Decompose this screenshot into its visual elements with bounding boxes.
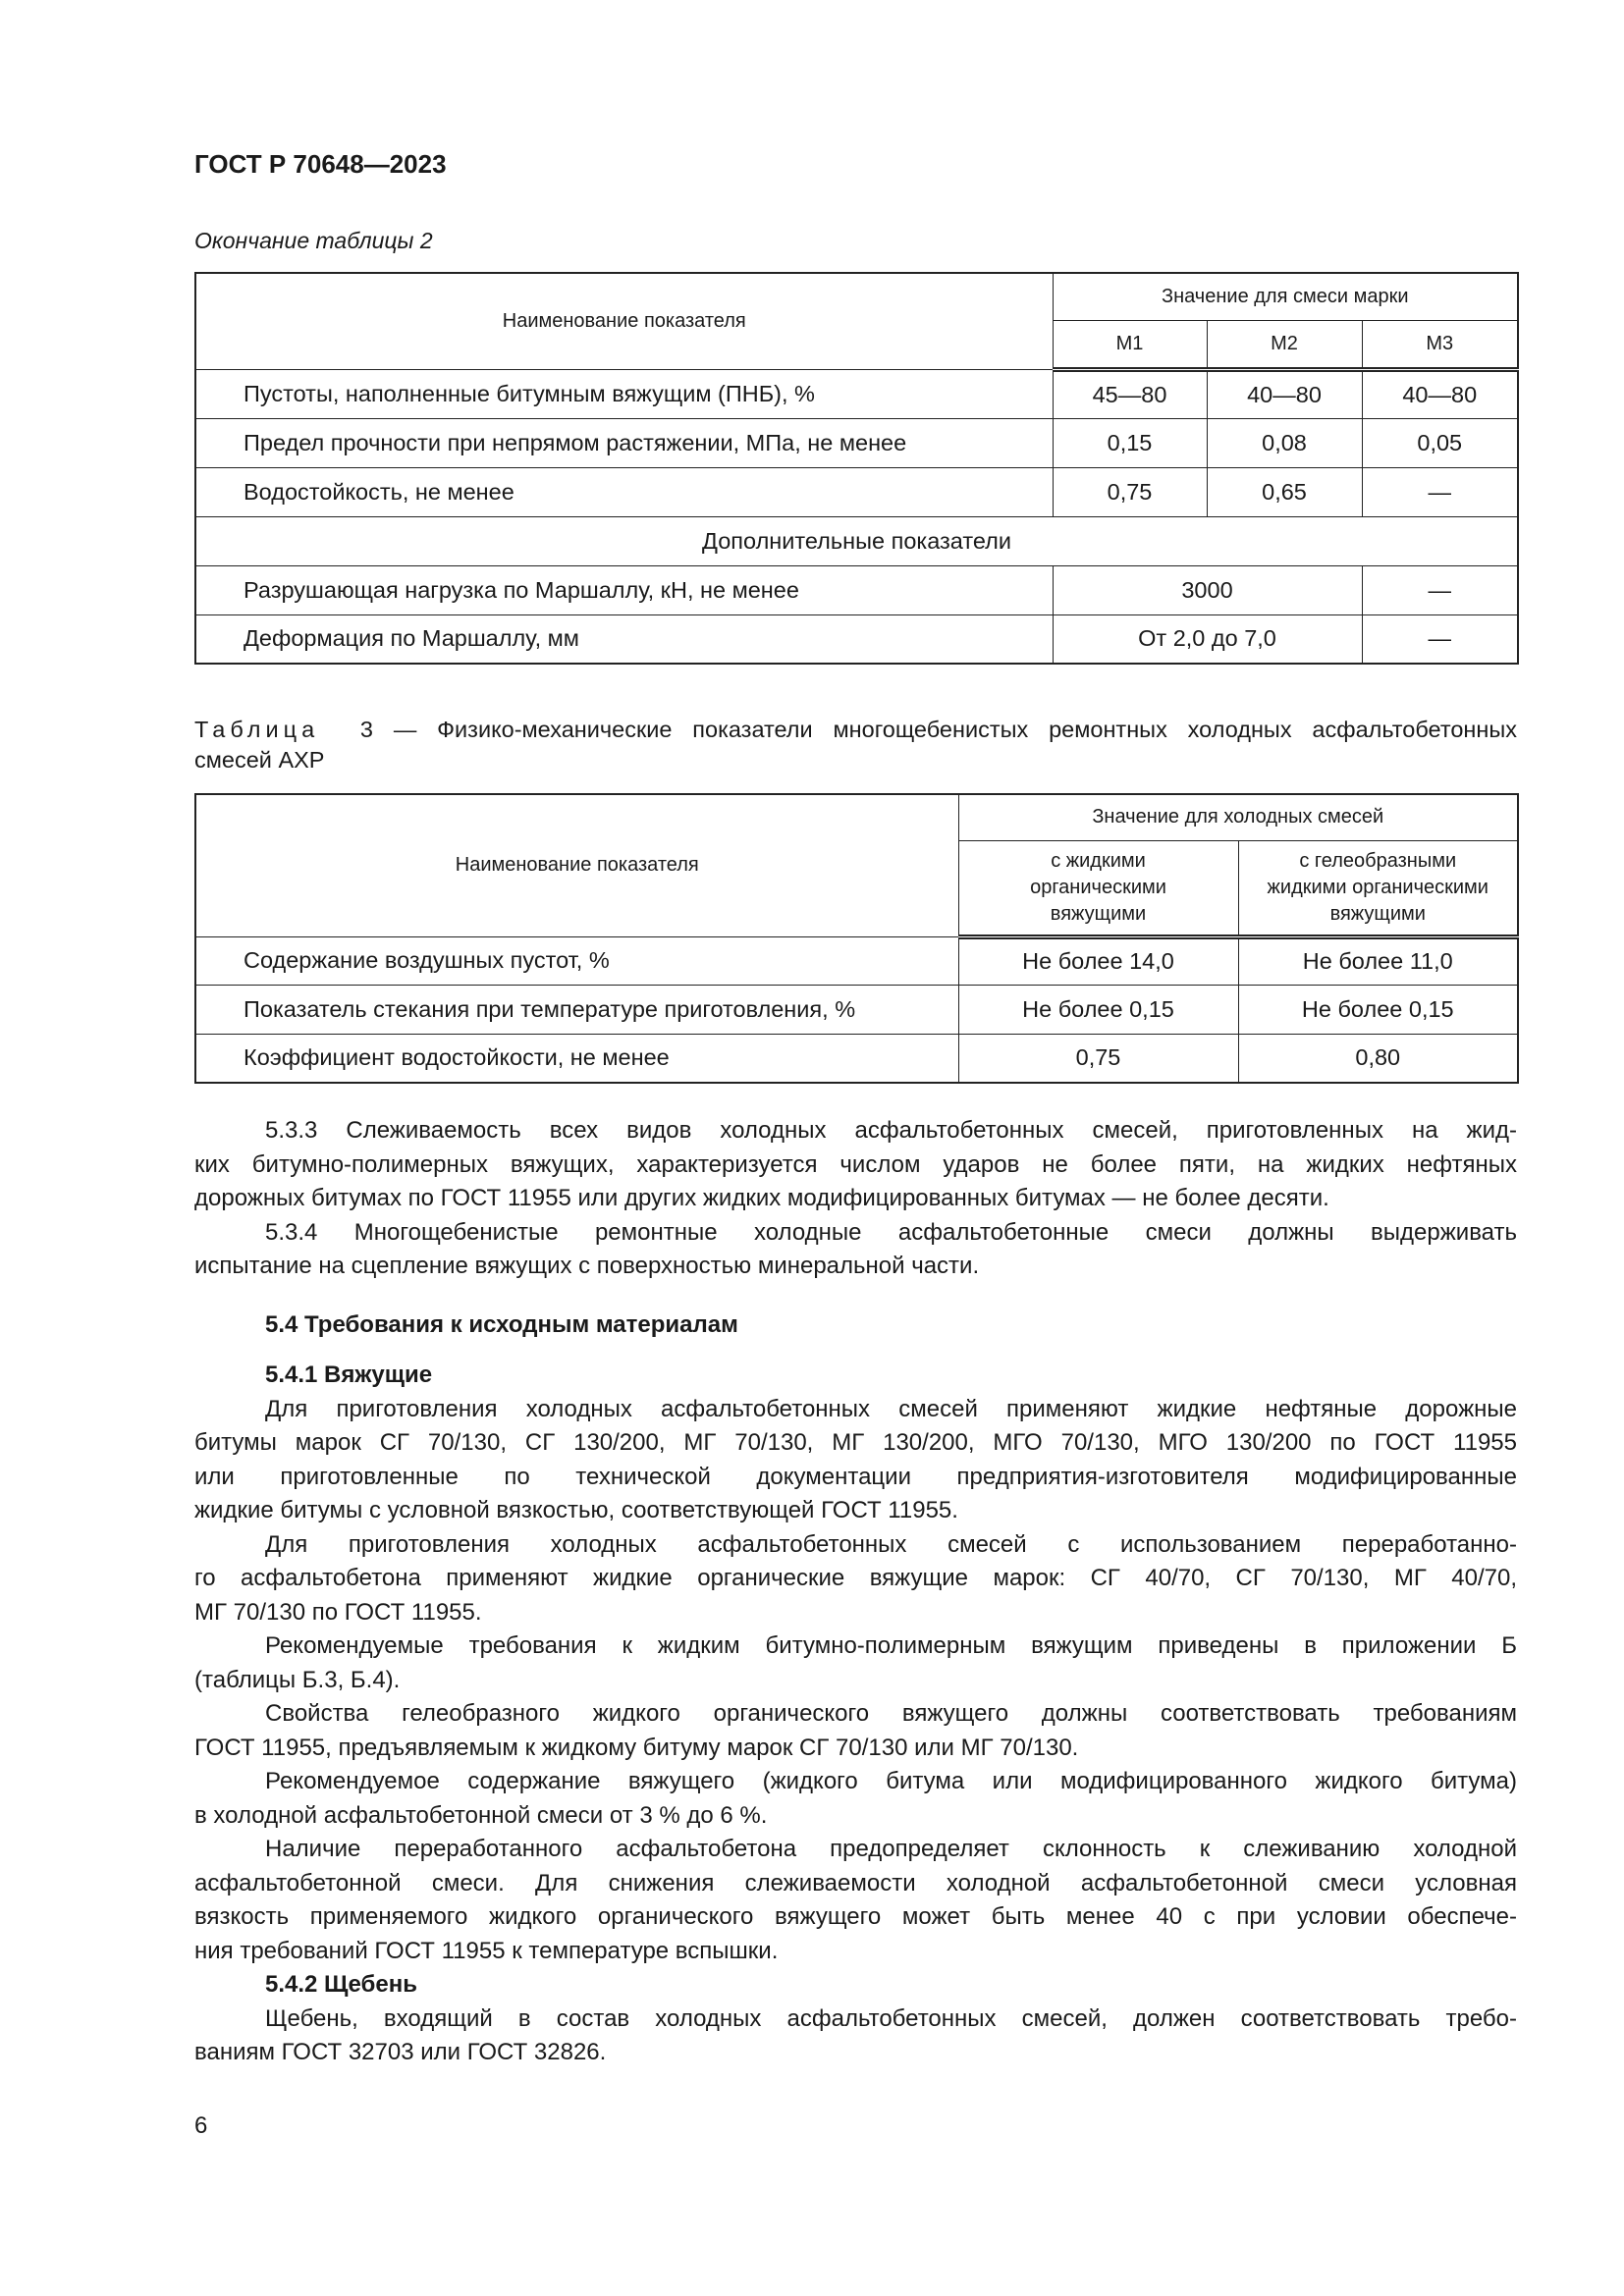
text-line: ваниям ГОСТ 32703 или ГОСТ 32826. (194, 2039, 607, 2065)
clauses-5-3-3-5-3-4 (194, 1114, 1517, 1284)
text-line: Рекомендуемые требования к жидким битумно-полимерным вяжущим приведены в приложении Б (265, 1632, 1517, 1659)
header-line: жидкими органическими (1267, 876, 1489, 898)
table-row (195, 985, 1518, 1034)
page-number: 6 (194, 2112, 208, 2139)
text-line: Для приготовления холодных асфальтобетонных смесей с использованием переработанно- (265, 1530, 1517, 1558)
cell-gel: 0,80 (1238, 1034, 1518, 1083)
column-header-name: Наименование показателя (195, 273, 1053, 369)
cell-m2: 0,65 (1207, 467, 1362, 516)
column-header-m1: М1 (1053, 320, 1207, 369)
text-line: го асфальтобетона применяют жидкие органические вяжущие марок: СГ 40/70, СГ 70/130, МГ 40/70, (194, 1565, 1517, 1591)
cell-gel: Не более 0,15 (1238, 985, 1518, 1034)
text-line: или приготовленные по технической документации предприятия-изготовителя модифицированные (194, 1463, 1517, 1490)
header-line: вяжущими (1329, 902, 1426, 925)
document-code: ГОСТ Р 70648—2023 (194, 149, 447, 179)
caption-text-cont: смесей АХР (194, 747, 325, 773)
cell-m1: 0,75 (1053, 467, 1207, 516)
table-row (195, 418, 1518, 467)
column-group-header: Значение для холодных смесей (958, 794, 1518, 840)
row-name: Деформация по Маршаллу, мм (195, 614, 1053, 664)
cell-m3: — (1362, 614, 1518, 664)
row-name: Содержание воздушных пустот, % (195, 936, 958, 985)
column-header-m2: М2 (1207, 320, 1362, 369)
cell-m3: 0,05 (1362, 418, 1518, 467)
cell-m1-m2: От 2,0 до 7,0 (1053, 614, 1362, 664)
heading: 5.4 Требования к исходным материалам (265, 1311, 738, 1338)
text-line: Щебень, входящий в состав холодных асфальтобетонных смесей, должен соответствовать требо- (265, 2004, 1517, 2032)
text-line: ния требований ГОСТ 11955 к температуре вспышки. (194, 1937, 779, 1964)
cell-m1-m2: 3000 (1053, 565, 1362, 614)
cell-m1: 0,15 (1053, 418, 1207, 467)
table-3 (194, 793, 1519, 1084)
header-line: с гелеобразными (1299, 849, 1457, 872)
column-header-m3: М3 (1362, 320, 1518, 369)
cell-gel: Не более 11,0 (1238, 936, 1518, 985)
row-name: Предел прочности при непрямом растяжении, МПа, не менее (195, 418, 1053, 467)
row-name: Коэффициент водостойкости, не менее (195, 1034, 958, 1083)
text-line: Свойства гелеобразного жидкого органического вяжущего должны соответствовать требованиям (265, 1700, 1517, 1727)
cell-liquid: 0,75 (958, 1034, 1238, 1083)
text-line: ких битумно-полимерных вяжущих, характеризуется числом ударов не более пяти, на жидких нефтяных (194, 1150, 1517, 1178)
table-row (195, 467, 1518, 516)
table-row (195, 936, 1518, 985)
table-continuation-caption: Окончание таблицы 2 (194, 228, 433, 253)
cell-liquid: Не более 14,0 (958, 936, 1238, 985)
text-line: вязкость применяемого жидкого органического вяжущего может быть менее 40 с при условии обеспече- (194, 1903, 1517, 1930)
text-line: Рекомендуемое содержание вяжущего (жидкого битума или модифицированного жидкого битума) (265, 1768, 1517, 1794)
table-row (195, 1034, 1518, 1083)
column-header-name: Наименование показателя (195, 794, 958, 936)
header-line: с жидкими (1051, 849, 1146, 872)
row-name: Разрушающая нагрузка по Маршаллу, кН, не менее (195, 565, 1053, 614)
text-line: битумы марок СГ 70/130, СГ 130/200, МГ 70/130, МГ 130/200, МГО 70/130, МГО 130/200 по ГОСТ 11955 (194, 1429, 1517, 1456)
column-header-liquid (958, 840, 1238, 936)
section-row: Дополнительные показатели (195, 516, 1518, 565)
text-line: испытание на сцепление вяжущих с поверхностью минеральной части. (194, 1253, 980, 1279)
cell-m1: 45—80 (1053, 369, 1207, 418)
text-line: Наличие переработанного асфальтобетона предопределяет склонность к слеживанию холодной (265, 1836, 1517, 1862)
table-row (195, 614, 1518, 664)
caption-label: Таблица (194, 717, 320, 742)
cell-m3: — (1362, 565, 1518, 614)
row-name: Водостойкость, не менее (195, 467, 1053, 516)
text-line: 5.3.3 Слеживаемость всех видов холодных асфальтобетонных смесей, приготовленных на жид- (265, 1117, 1517, 1144)
table-3-caption (194, 715, 1517, 775)
table-row (195, 565, 1518, 614)
table-2 (194, 272, 1519, 665)
cell-m2: 40—80 (1207, 369, 1362, 418)
subheading: 5.4.2 Щебень (265, 1971, 417, 1998)
row-name: Пустоты, наполненные битумным вяжущим (ПНБ), % (195, 369, 1053, 418)
header-line: органическими (1030, 876, 1166, 898)
cell-m3: — (1362, 467, 1518, 516)
column-group-header: Значение для смеси марки (1053, 273, 1518, 320)
caption-text: 3 — Физико-механические показатели многощебенистых ремонтных холодных асфальтобетонных (359, 717, 1517, 742)
subheading: 5.4.1 Вяжущие (265, 1362, 433, 1388)
text-line: 5.3.4 Многощебенистые ремонтные холодные асфальтобетонные смеси должны выдерживать (265, 1218, 1517, 1246)
cell-m2: 0,08 (1207, 418, 1362, 467)
text-line: МГ 70/130 по ГОСТ 11955. (194, 1598, 482, 1626)
text-line: дорожных битумах по ГОСТ 11955 или других жидких модифицированных битумах — не более десяти. (194, 1185, 1329, 1211)
text-line: ГОСТ 11955, предъявляемым к жидкому битуму марок СГ 70/130 или МГ 70/130. (194, 1734, 1079, 1761)
header-line: вяжущими (1050, 902, 1147, 925)
cell-liquid: Не более 0,15 (958, 985, 1238, 1034)
cell-m3: 40—80 (1362, 369, 1518, 418)
text-line: жидкие битумы с условной вязкостью, соответствующей ГОСТ 11955. (194, 1497, 958, 1523)
text-line: Для приготовления холодных асфальтобетонных смесей применяют жидкие нефтяные дорожные (265, 1395, 1517, 1422)
table-row (195, 369, 1518, 418)
text-line: (таблицы Б.3, Б.4). (194, 1666, 401, 1693)
section-heading-5-4 (194, 1308, 1517, 1343)
section-5-4-body (194, 1359, 1517, 2070)
row-name: Показатель стекания при температуре приготовления, % (195, 985, 958, 1034)
column-header-gel (1238, 840, 1518, 936)
text-line: в холодной асфальтобетонной смеси от 3 % до 6 %. (194, 1801, 768, 1829)
text-line: асфальтобетонной смеси. Для снижения слеживаемости холодной асфальтобетонной смеси условная (194, 1869, 1517, 1896)
